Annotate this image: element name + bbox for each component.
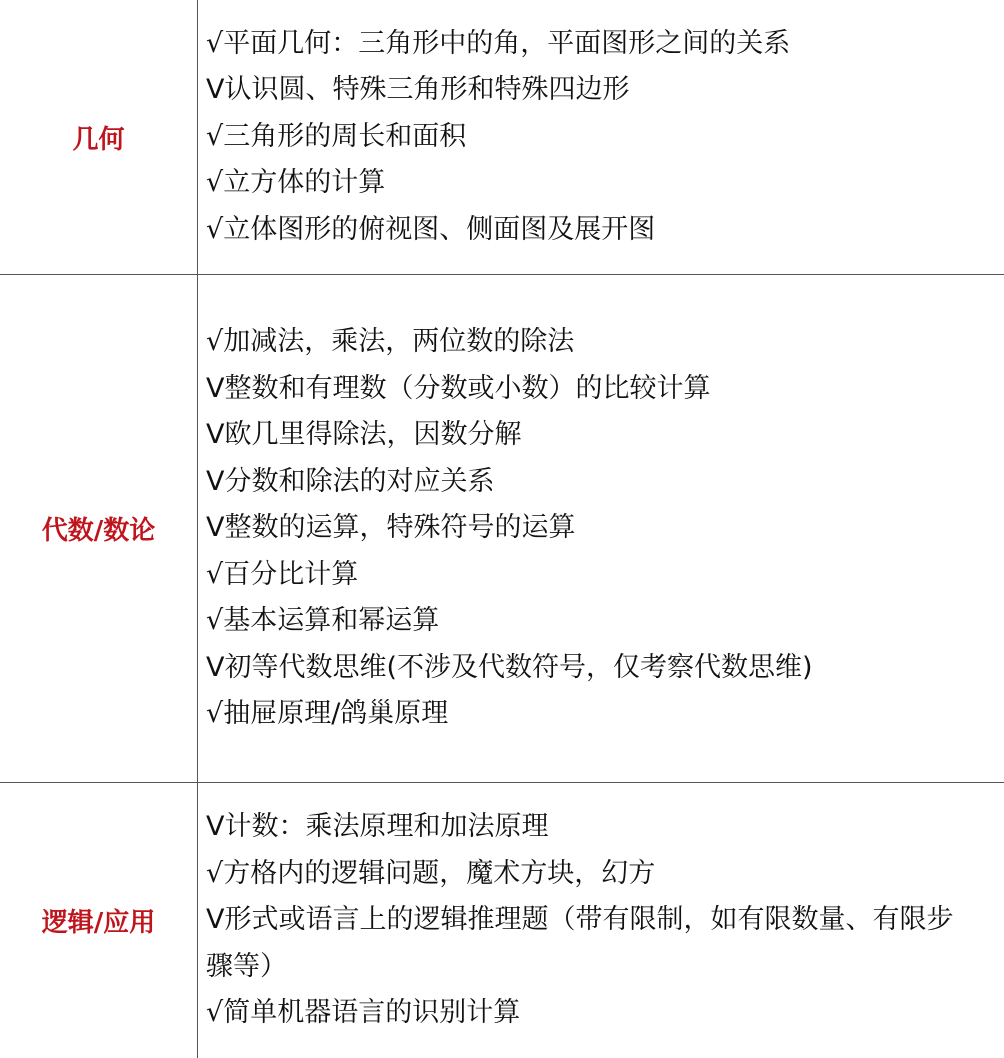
topic-item: V整数和有理数（分数或小数）的比较计算	[206, 372, 711, 404]
topic-item: √立体图形的俯视图、侧面图及展开图	[206, 213, 656, 245]
topic-item: V形式或语言上的逻辑推理题（带有限制，如有限数量、有限步骤等）	[206, 904, 954, 982]
topic-item: √平面几何：三角形中的角，平面图形之间的关系	[206, 27, 791, 59]
table-row-algebra	[0, 274, 1004, 782]
topic-item: √简单机器语言的识别计算	[206, 997, 521, 1029]
topic-item: √方格内的逻辑问题，魔术方块，幻方	[206, 857, 656, 889]
topic-item: V整数的运算，特殊符号的运算	[206, 512, 576, 544]
category-label-algebra: 代数/数论	[0, 275, 198, 782]
topic-list-geometry	[198, 0, 1004, 274]
topic-item: √百分比计算	[206, 558, 359, 590]
topic-list-logic	[198, 783, 1004, 1058]
topic-item: V计数：乘法原理和加法原理	[206, 811, 549, 843]
topic-item: √抽屉原理/鸽巢原理	[206, 698, 449, 730]
topic-item: √基本运算和幂运算	[206, 605, 440, 637]
table-row-logic	[0, 782, 1004, 1058]
topic-item: V分数和除法的对应关系	[206, 465, 495, 497]
topic-item: √加减法，乘法，两位数的除法	[206, 326, 575, 358]
topic-list-algebra	[198, 275, 1004, 782]
topic-item: √立方体的计算	[206, 167, 386, 199]
category-label-logic: 逻辑/应用	[0, 783, 198, 1058]
category-label-geometry: 几何	[0, 0, 198, 274]
topic-item: V认识圆、特殊三角形和特殊四边形	[206, 74, 630, 106]
table-row-geometry	[0, 0, 1004, 274]
topic-item: √三角形的周长和面积	[206, 120, 467, 152]
topic-item: V初等代数思维(不涉及代数符号，仅考察代数思维)	[206, 651, 813, 683]
topic-item: V欧几里得除法，因数分解	[206, 419, 522, 451]
